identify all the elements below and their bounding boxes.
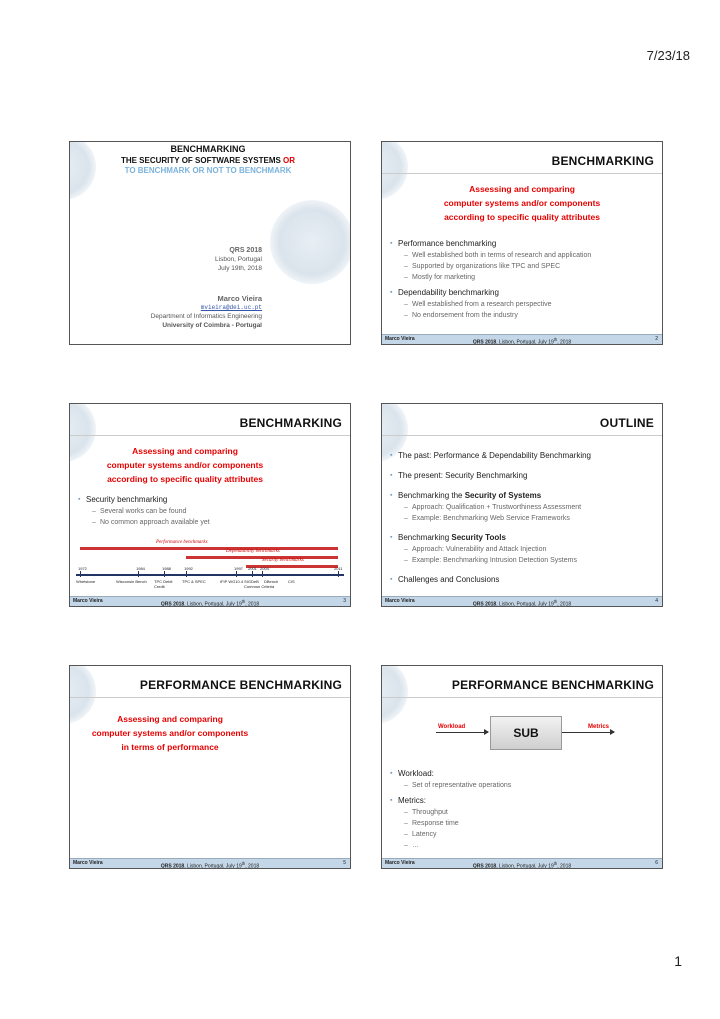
metrics-label: Metrics — [588, 724, 610, 730]
title-line-3: TO BENCHMARK OR NOT TO BENCHMARK — [124, 166, 292, 175]
author-block: Marco Vieira mvieira@dei.uc.pt Department of Informatics Engineering University of Coimbra - Portugal — [150, 294, 262, 329]
highlight-text: Assessing and comparing computer systems and/or components according to specific quality attributes — [443, 184, 601, 222]
slide-footer: Marco Vieira QRS 2018, Lisbon, Portugal, July 19th, 2018 3 — [70, 596, 350, 606]
timeline-perf-label: Performance benchmarks — [156, 540, 208, 545]
conference-block: QRS 2018 Lisbon, Portugal July 19th, 2018 — [215, 247, 262, 272]
slide-1 — [69, 141, 351, 345]
email-link[interactable]: mvieira@dei.uc.pt — [200, 304, 262, 311]
university-seal-large-icon — [270, 200, 351, 284]
slide-footer: Marco Vieira QRS 2018, Lisbon, Portugal, July 19th, 2018 4 — [382, 596, 662, 606]
workload-label: Workload — [438, 724, 466, 730]
page-number: 1 — [674, 953, 682, 969]
bullet-list: ▪ Performance benchmarking – Well established both in terms of research and application – Supported by organizations like TPC and SPEC – Mostly for marketing ▪ Dependability benchmarking – Well established from a research perspective – No endorsement from the industry — [390, 236, 656, 321]
slide-title: BENCHMARKING — [551, 154, 654, 168]
slide-4 — [381, 403, 663, 607]
perf-bar — [80, 547, 338, 550]
highlight-text: Assessing and comparing computer systems and/or components in terms of performance — [91, 714, 249, 752]
slide-6 — [381, 665, 663, 869]
sub-diagram — [382, 702, 662, 762]
timeline-sec-label: Security benchmarks — [262, 558, 304, 563]
outline-list: ▪ The past: Performance & Dependability Benchmarking ▪ The present: Security Benchmarking ▪ Benchmarking the Security of Systems – Approach: Qualification + Trustworthiness Assessment – Example: Benchmarking Web Service Frameworks ▪ Benchmarking Security Tools – Approach: Vulnerability and Attack Injection – Example: Benchmarking Intrusion Detection Systems ▪ Challenges and Conclusions — [390, 448, 656, 586]
slide-2 — [381, 141, 663, 345]
slide-footer: Marco Vieira QRS 2018, Lisbon, Portugal, July 19th, 2018 6 — [382, 858, 662, 868]
slide-title: PERFORMANCE BENCHMARKING — [451, 678, 654, 692]
timeline-dep-label: Dependability benchmarks — [226, 549, 280, 554]
slide-footer: Marco Vieira QRS 2018, Lisbon, Portugal, July 19th, 2018 5 — [70, 858, 350, 868]
page-date: 7/23/18 — [646, 48, 690, 63]
slide-footer: Marco Vieira QRS 2018, Lisbon, Portugal, July 19th, 2018 2 — [382, 334, 662, 344]
sub-box: SUB — [490, 716, 562, 750]
bullet-list: ▪ Security benchmarking – Several works can be found – No common approach available yet — [78, 492, 344, 528]
slide-title: BENCHMARKING — [239, 416, 342, 430]
title-line-1: BENCHMARKING — [170, 144, 246, 154]
highlight-text: Assessing and comparing computer systems and/or components according to specific quality attributes — [106, 446, 264, 484]
slide-5 — [69, 665, 351, 869]
slide-title: OUTLINE — [599, 416, 654, 430]
title-line-2: THE SECURITY OF SOFTWARE SYSTEMS OR — [120, 156, 296, 165]
slide-1-title — [70, 144, 346, 175]
benchmark-timeline: Performance benchmarks Dependability benchmarks Security benchmarks 1972 1984 1988 1992 1997 2001 2004 2011 Whetstone Wisconsin Bench TPC Debit Credit TPC & SPEC IFIP WG10.4 SIGDeB DBench CIS Common Criteria — [76, 540, 343, 589]
bullet-list: ▪ Workload: – Set of representative operations ▪ Metrics: – Throughput – Response time – Latency – … — [390, 766, 656, 851]
slide-title: PERFORMANCE BENCHMARKING — [139, 678, 342, 692]
slide-3 — [69, 403, 351, 607]
